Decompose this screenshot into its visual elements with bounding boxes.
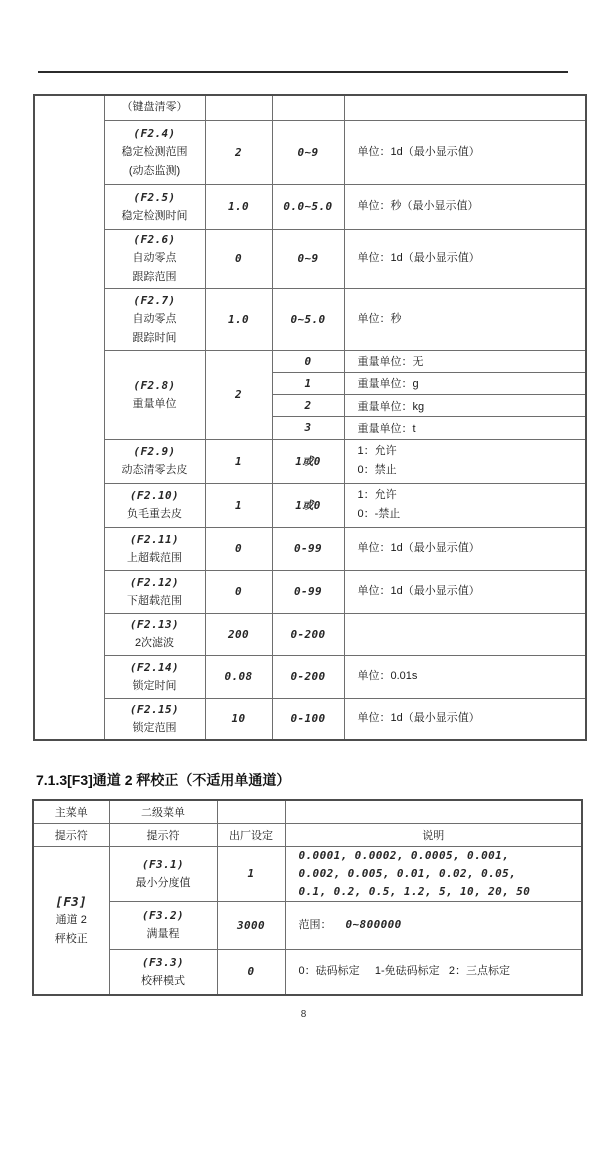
range-label: 范围： xyxy=(298,919,332,931)
description-cell xyxy=(344,288,586,350)
description-line: 单位：0.01s xyxy=(357,670,418,682)
prompt-line: 跟踪范围 xyxy=(132,271,177,283)
table-row xyxy=(34,288,586,350)
parameter-table-f3 xyxy=(32,799,583,996)
prompt-code: (F2.5) xyxy=(133,190,176,204)
table-header-row xyxy=(33,823,582,846)
table-row xyxy=(34,229,586,288)
options-cell xyxy=(272,350,586,439)
range-cell: 0-100 xyxy=(272,698,344,740)
description-line: 0：禁止 xyxy=(357,464,397,476)
table-row xyxy=(34,184,586,229)
description-cell xyxy=(344,613,586,655)
prompt-code: (F3.3) xyxy=(141,955,185,969)
description-line: 单位：1d（最小显示值） xyxy=(357,585,480,597)
range-cell: 0-200 xyxy=(272,613,344,655)
range-cell: 0-99 xyxy=(272,527,344,570)
header-prompt: 提示符 xyxy=(33,823,109,846)
prompt-line: 动态清零去皮 xyxy=(121,464,188,476)
default-cell: 2 xyxy=(205,350,272,439)
option-desc: 重量单位：kg xyxy=(357,400,425,413)
table-row xyxy=(34,698,586,740)
table-row xyxy=(34,655,586,698)
option-row xyxy=(273,395,586,417)
range-cell: 0~9 xyxy=(272,229,344,288)
table-row xyxy=(34,483,586,527)
prompt-code: (F2.10) xyxy=(129,489,180,502)
description-line: 1：允许 xyxy=(357,445,397,457)
prompt-cell xyxy=(104,655,205,698)
prompt-line: 2次滤波 xyxy=(134,637,175,649)
option-row xyxy=(273,373,586,395)
prompt-cell xyxy=(104,439,205,483)
header-empty xyxy=(285,800,582,823)
range-cell: 0~9 xyxy=(272,120,344,184)
description-line: 0：-禁止 xyxy=(357,508,401,520)
prompt-line: （键盘清零） xyxy=(121,101,188,114)
table-row xyxy=(34,95,586,120)
main-menu-cell-empty xyxy=(34,95,104,740)
prompt-line: 稳定检测时间 xyxy=(121,209,188,222)
prompt-cell xyxy=(104,527,205,570)
prompt-code: (F2.15) xyxy=(129,702,180,716)
description-line: 0.1, 0.2, 0.5, 1.2, 5, 10, 20, 50 xyxy=(298,884,531,898)
prompt-cell xyxy=(109,949,217,995)
option-value: 1 xyxy=(273,373,345,394)
prompt-line: 锁定范围 xyxy=(132,721,177,734)
description-cell xyxy=(344,229,586,288)
prompt-cell xyxy=(104,613,205,655)
default-cell: 0.08 xyxy=(205,655,272,698)
table-row xyxy=(33,949,582,995)
option-row xyxy=(273,417,586,438)
table-header-row xyxy=(33,800,582,823)
range-cell: 0.0~5.0 xyxy=(272,184,344,229)
description-line: 0.0001, 0.0002, 0.0005, 0.001, xyxy=(298,848,510,862)
prompt-code: (F2.9) xyxy=(133,445,176,458)
description-cell xyxy=(344,483,586,527)
default-cell: 0 xyxy=(205,527,272,570)
description-line: 0.002, 0.005, 0.01, 0.02, 0.05, xyxy=(298,866,517,880)
table-row xyxy=(34,439,586,483)
default-cell: 0 xyxy=(205,229,272,288)
default-cell: 1.0 xyxy=(205,184,272,229)
prompt-code: (F2.7) xyxy=(133,293,176,307)
description-line: 单位：秒 xyxy=(357,312,402,325)
default-cell: 0 xyxy=(217,949,285,995)
default-cell: 1 xyxy=(205,483,272,527)
prompt-line: 下超载范围 xyxy=(127,594,182,607)
prompt-line: 最小分度值 xyxy=(135,876,191,889)
default-cell: 2 xyxy=(205,120,272,184)
default-cell: 0 xyxy=(205,570,272,613)
description-line: 单位：1d（最小显示值） xyxy=(357,252,480,264)
description-cell xyxy=(344,120,586,184)
range-cell: 1或0 xyxy=(272,439,344,483)
default-cell: 1.0 xyxy=(205,288,272,350)
prompt-line: 重量单位 xyxy=(132,397,177,410)
description-cell xyxy=(344,655,586,698)
prompt-cell xyxy=(104,120,205,184)
main-menu-cell-f3 xyxy=(33,846,109,995)
options-grid xyxy=(273,351,586,439)
prompt-cell xyxy=(104,95,205,120)
description-cell xyxy=(344,698,586,740)
option-value: 0 xyxy=(273,351,345,372)
header-empty xyxy=(217,800,285,823)
option-desc: 重量单位：g xyxy=(357,378,419,391)
header-factory-default: 出厂设定 xyxy=(217,823,285,846)
default-cell: 1 xyxy=(205,439,272,483)
prompt-code: (F2.6) xyxy=(133,233,176,246)
description-cell xyxy=(285,846,582,901)
range-cell: 1或0 xyxy=(272,483,344,527)
prompt-code: (F2.11) xyxy=(129,532,180,546)
description-line: 单位：1d（最小显示值） xyxy=(357,145,480,158)
prompt-cell xyxy=(104,570,205,613)
main-menu-code: [F3] xyxy=(55,893,88,909)
prompt-line: (动态监测) xyxy=(128,164,181,177)
prompt-line: 自动零点 xyxy=(132,312,177,325)
prompt-cell xyxy=(104,350,205,439)
range-value: 0~800000 xyxy=(345,918,402,931)
table-row xyxy=(34,613,586,655)
description-cell xyxy=(344,527,586,570)
description-line: 单位：1d（最小显示值） xyxy=(357,542,480,554)
main-menu-line: 秤校正 xyxy=(54,932,88,945)
range-cell: 0-99 xyxy=(272,570,344,613)
prompt-code: (F2.13) xyxy=(129,618,180,631)
prompt-line: 校秤模式 xyxy=(141,974,185,987)
default-cell xyxy=(205,95,272,120)
parameter-table-f2 xyxy=(33,94,587,741)
section-heading: 7.1.3[F3]通道 2 秤校正（不适用单通道） xyxy=(36,772,291,788)
description-cell xyxy=(344,184,586,229)
option-desc: 重量单位：无 xyxy=(357,356,424,369)
table-row xyxy=(33,846,582,901)
default-cell: 200 xyxy=(205,613,272,655)
header-sub-menu: 二级菜单 xyxy=(109,800,217,823)
prompt-code: (F2.14) xyxy=(129,660,180,674)
table-row xyxy=(34,570,586,613)
description-cell: 0：砝码标定 1-免砝码标定 2：三点标定 xyxy=(285,949,582,995)
prompt-line: 满量程 xyxy=(146,928,180,940)
prompt-cell xyxy=(104,698,205,740)
default-cell: 3000 xyxy=(217,901,285,949)
page-header-rule xyxy=(38,71,568,73)
prompt-line: 稳定检测范围 xyxy=(121,145,188,158)
table-row xyxy=(34,527,586,570)
prompt-cell xyxy=(109,901,217,949)
prompt-code: (F2.12) xyxy=(129,575,180,589)
prompt-code: (F3.2) xyxy=(141,909,185,922)
description-line: 单位：秒（最小显示值） xyxy=(357,200,479,212)
description-cell xyxy=(285,901,582,949)
header-description: 说明 xyxy=(285,823,582,846)
option-row xyxy=(273,351,586,373)
prompt-line: 上超载范围 xyxy=(127,551,182,564)
page-number: 8 xyxy=(300,1009,307,1020)
prompt-cell xyxy=(104,483,205,527)
prompt-cell xyxy=(104,229,205,288)
prompt-code: (F3.1) xyxy=(141,857,185,871)
description-cell xyxy=(344,95,586,120)
range-cell xyxy=(272,95,344,120)
prompt-cell xyxy=(104,288,205,350)
table-row-weight-unit xyxy=(34,350,586,439)
description-line: 1：允许 xyxy=(357,489,397,501)
default-cell: 1 xyxy=(217,846,285,901)
prompt-line: 锁定时间 xyxy=(132,679,177,692)
prompt-code: (F2.4) xyxy=(133,126,176,140)
header-main-menu: 主菜单 xyxy=(33,800,109,823)
option-value: 3 xyxy=(273,417,345,438)
prompt-code: (F2.8) xyxy=(133,378,176,392)
option-value: 2 xyxy=(273,395,345,416)
prompt-line: 自动零点 xyxy=(132,252,177,264)
default-cell: 10 xyxy=(205,698,272,740)
range-cell: 0-200 xyxy=(272,655,344,698)
range-cell: 0~5.0 xyxy=(272,288,344,350)
prompt-cell xyxy=(109,846,217,901)
table-row xyxy=(34,120,586,184)
table-row xyxy=(33,901,582,949)
description-line: 单位：1d（最小显示值） xyxy=(357,712,480,725)
prompt-line: 跟踪时间 xyxy=(132,331,177,344)
description-cell xyxy=(344,439,586,483)
prompt-line: 负毛重去皮 xyxy=(127,508,182,520)
main-menu-line: 通道 2 xyxy=(55,913,87,926)
description-cell xyxy=(344,570,586,613)
prompt-cell xyxy=(104,184,205,229)
header-prompt: 提示符 xyxy=(109,823,217,846)
option-desc: 重量单位：t xyxy=(357,422,416,435)
